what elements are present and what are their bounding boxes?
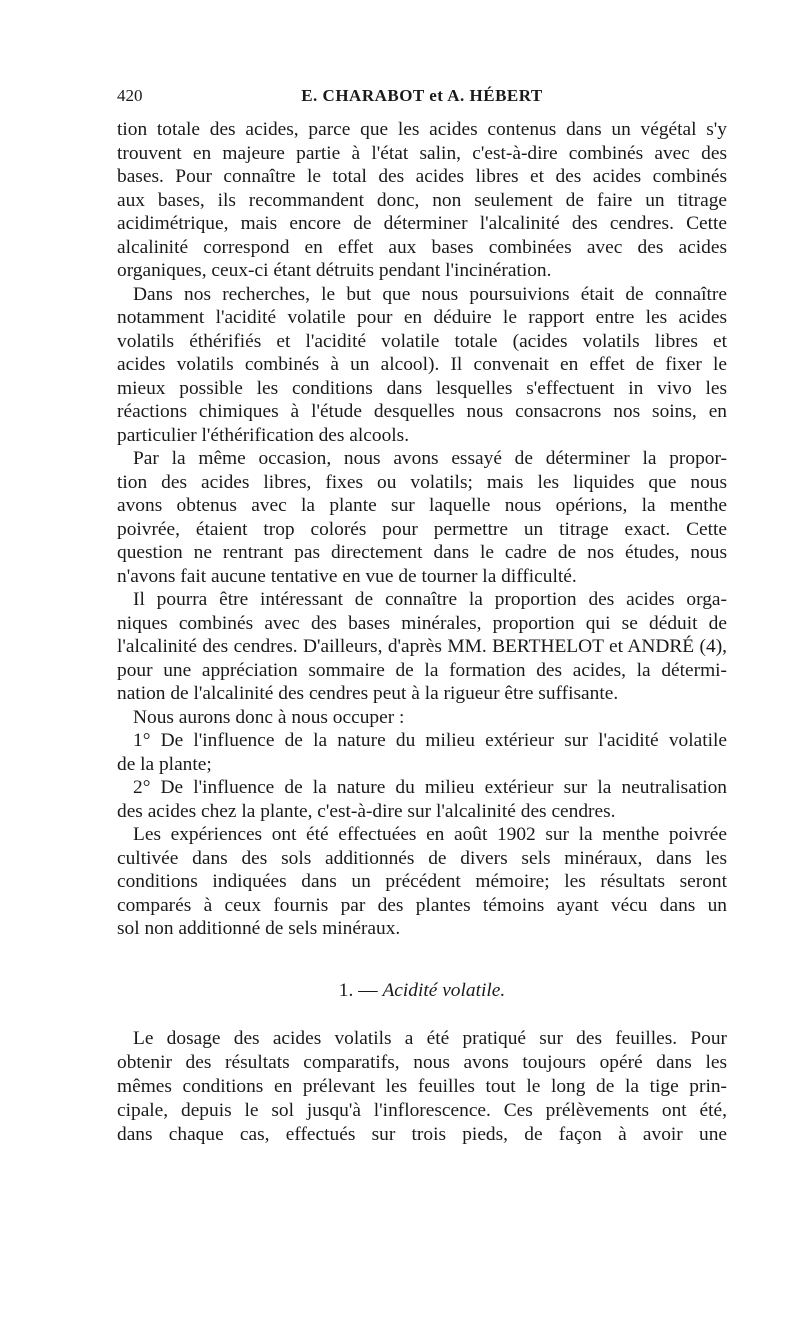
running-head: E. CHARABOT et A. HÉBERT [301,86,543,105]
text-line: acidimétrique, mais encore de déterminer l'alcalinité des cendres. Cette [117,213,727,234]
text-line: trouvent en majeure partie à l'état salin, c'est-à-dire combinés avec des [117,142,727,164]
section-body [117,1027,727,1147]
text-line: bases. Pour connaître le total des acides libres et des acides combinés [117,166,727,187]
text-line: mieux possible les conditions dans lesquelles s'effectuent in vivo les [117,377,727,399]
text-line: volatils éthérifiés et l'acidité volatile totale (acides volatils libres et [117,330,727,352]
text-line: des acides chez la plante, c'est-à-dire sur l'alcalinité des cendres. [117,800,616,822]
text-line: particulier l'éthérification des alcools. [117,424,410,446]
text-line: l'alcalinité des cendres. D'ailleurs, d'après MM. BERTHELOT et ANDRÉ (4), [117,636,727,657]
body-text [117,118,727,941]
text-line: 1° De l'influence de la nature du milieu extérieur sur l'acidité volatile [133,730,727,751]
text-line: aux bases, ils recommandent donc, non seulement de faire un titrage [117,189,727,211]
text-line: acides volatils combinés à un alcool). Il convenait en effet de fixer le [117,354,727,375]
text-line: Nous aurons donc à nous occuper : [133,706,405,728]
text-line: Les expériences ont été effectuées en août 1902 sur la menthe poivrée [133,824,727,845]
text-line: obtenir des résultats comparatifs, nous avons toujours opéré dans les [117,1052,727,1073]
text-line: dans chaque cas, effectués sur trois pieds, de façon à avoir une [117,1124,727,1145]
text-line: notamment l'acidité volatile pour en déduire le rapport entre les acides [117,307,727,328]
text-line: tion totale des acides, parce que les acides contenus dans un végétal s'y [117,119,727,140]
text-line: réactions chimiques à l'étude desquelles nous consacrons nos soins, en [117,401,727,422]
text-line: n'avons fait aucune tentative en vue de tourner la difficulté. [117,565,577,587]
section-heading [117,980,727,1002]
text-line: comparés à ceux fournis par des plantes témoins ayant vécu dans un [117,894,727,916]
text-line: question ne rentrant pas directement dans le cadre de nos études, nous [117,542,727,563]
text-line: avons obtenus avec la plante sur laquelle nous opérions, la menthe [117,495,727,516]
text-line: sol non additionné de sels minéraux. [117,918,401,939]
text-line: conditions indiquées dans un précédent mémoire; les résultats seront [117,871,727,892]
page-number: 420 [117,86,143,105]
text-line: tion des acides libres, fixes ou volatils; mais les liquides que nous [117,471,727,493]
page-header [117,86,727,110]
text-line: cultivée dans des sols additionnés de divers sels minéraux, dans les [117,847,727,869]
text-line: Par la même occasion, nous avons essayé de déterminer la propor- [133,448,727,469]
text-line: Le dosage des acides volatils a été pratiqué sur des feuilles. Pour [133,1028,727,1049]
text-line: Dans nos recherches, le but que nous poursuivions était de connaître [133,283,727,305]
text-line: organiques, ceux-ci étant détruits pendant l'incinération. [117,260,552,281]
text-line: Il pourra être intéressant de connaître la proportion des acides orga- [133,589,727,610]
text-line: alcalinité correspond en effet aux bases combinées avec des acides [117,236,727,258]
text-line: 2° De l'influence de la nature du milieu extérieur sur la neutralisation [133,777,727,798]
text-line: niques combinés avec des bases minérales, proportion qui se déduit de [117,612,727,634]
section-number: 1. — [338,980,378,1001]
text-line: pour une appréciation sommaire de la formation des acides, la détermi- [117,659,727,681]
text-line: cipale, depuis le sol jusqu'à l'inflorescence. Ces prélèvements ont été, [117,1100,727,1121]
text-line: poivrée, étaient trop colorés pour permettre un titrage exact. Cette [117,518,727,540]
text-line: de la plante; [117,753,212,775]
text-line: mêmes conditions en prélevant les feuilles tout le long de la tige prin- [117,1076,727,1097]
text-line: nation de l'alcalinité des cendres peut à la rigueur être suffisante. [117,683,619,704]
section-title: Acidité volatile. [382,980,506,1001]
